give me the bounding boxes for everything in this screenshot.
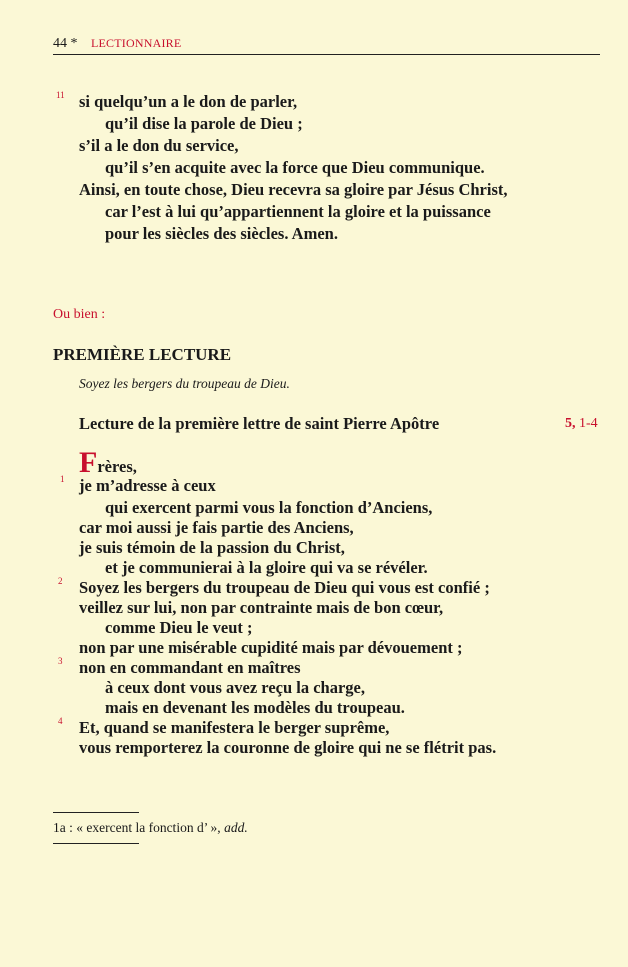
text-line: je m’adresse à ceux: [79, 476, 216, 495]
text-line: car l’est à lui qu’appartiennent la gloire et la puissance: [105, 202, 491, 221]
page-number: 44 *: [53, 36, 78, 51]
text-line: Ainsi, en toute chose, Dieu recevra sa gloire par Jésus Christ,: [79, 180, 508, 199]
text-line: veillez sur lui, non par contrainte mais de bon cœur,: [79, 598, 444, 617]
verse-number: 1: [60, 474, 65, 484]
verse-number: 3: [58, 656, 63, 666]
text-line: je suis témoin de la passion du Christ,: [79, 538, 345, 557]
text-line: Soyez les bergers du troupeau de Dieu qui vous est confié ;: [79, 578, 490, 597]
page-header: [53, 36, 600, 55]
drop-cap: F: [79, 446, 98, 479]
opening-word: rères,: [97, 457, 137, 476]
verse-number: 11: [56, 90, 65, 100]
verse-number: 4: [58, 716, 63, 726]
footnote-rule-bottom: [53, 843, 139, 844]
reading-reference: [565, 416, 598, 432]
reference-verses: 1-4: [575, 416, 598, 431]
text-line: non en commandant en maîtres: [79, 658, 301, 677]
book-title: LECTIONNAIRE: [91, 36, 182, 50]
text-line: s’il a le don du service,: [79, 136, 239, 155]
text-line: qu’il dise la parole de Dieu ;: [105, 114, 303, 133]
reference-chapter: 5,: [565, 416, 576, 431]
reading-opening: [79, 448, 137, 478]
footnote-rule-top: [53, 812, 139, 813]
text-line: qu’il s’en acquite avec la force que Dieu communique.: [105, 158, 485, 177]
reading-subtitle: Soyez les bergers du troupeau de Dieu.: [79, 376, 290, 391]
text-line: pour les siècles des siècles. Amen.: [105, 224, 338, 243]
text-line: et je communierai à la gloire qui va se révéler.: [105, 558, 428, 577]
text-line: mais en devenant les modèles du troupeau.: [105, 698, 405, 717]
alternative-label: Ou bien :: [53, 307, 106, 322]
footnote-text: 1a : « exercent la fonction d’ »,: [53, 820, 225, 835]
text-line: à ceux dont vous avez reçu la charge,: [105, 678, 365, 697]
text-line: Et, quand se manifestera le berger suprême,: [79, 718, 390, 737]
footnote-add: add.: [224, 820, 248, 835]
text-line: car moi aussi je fais partie des Anciens,: [79, 518, 354, 537]
text-line: si quelqu’un a le don de parler,: [79, 92, 298, 111]
text-line: qui exercent parmi vous la fonction d’Anciens,: [105, 498, 433, 517]
text-line: non par une misérable cupidité mais par dévouement ;: [79, 638, 463, 657]
text-line: comme Dieu le veut ;: [105, 618, 253, 637]
verse-number: 2: [58, 576, 63, 586]
section-title: PREMIÈRE LECTURE: [53, 345, 232, 364]
footnote: [53, 820, 248, 836]
reading-title: Lecture de la première lettre de saint Pierre Apôtre: [79, 414, 440, 433]
text-line: vous remporterez la couronne de gloire qui ne se flétrit pas.: [79, 738, 497, 757]
